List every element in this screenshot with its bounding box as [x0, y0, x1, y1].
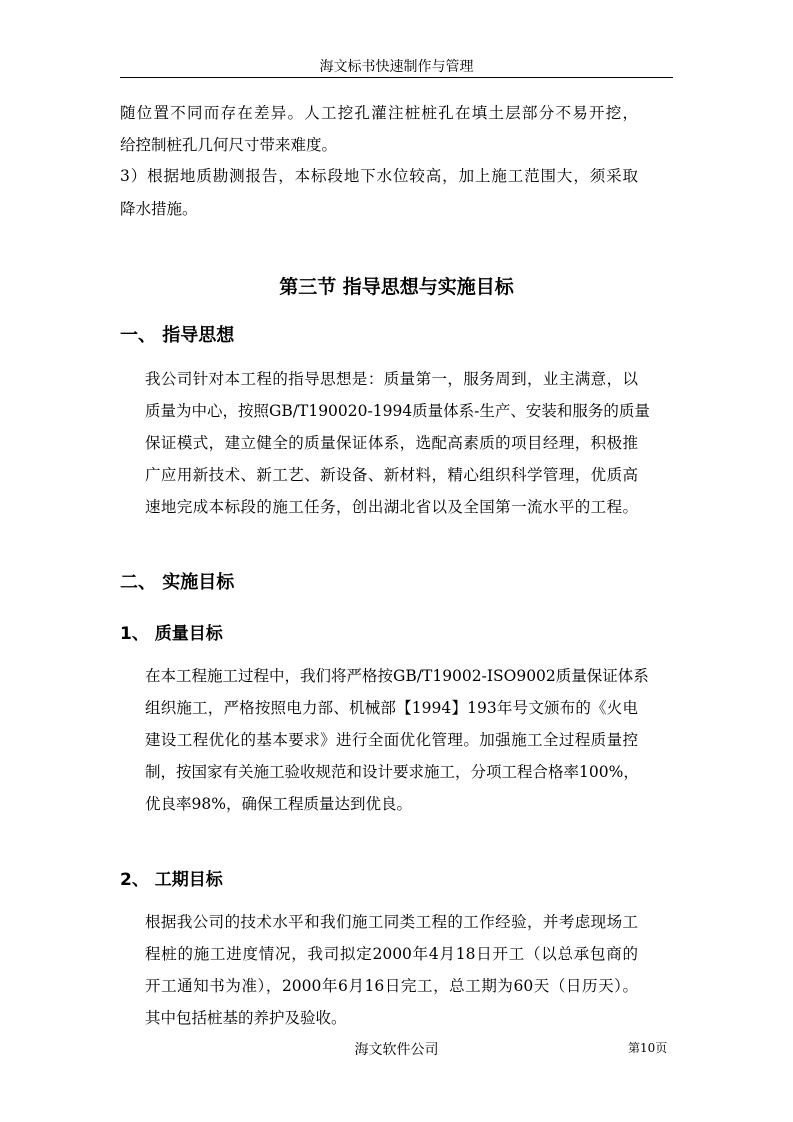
- paragraph-line: 开工通知书为准），2000年6月16日完工，总工期为60天（日历天）。: [145, 977, 638, 995]
- paragraph-line: 3）根据地质勘测报告，本标段地下水位较高，加上施工范围大，须采取: [120, 167, 638, 185]
- paragraph-line: 其中包括桩基的养护及验收。: [145, 1009, 347, 1027]
- footer-company: 海文软件公司: [354, 1042, 439, 1058]
- paragraph-line: 优良率98%，确保工程质量达到优良。: [145, 795, 412, 813]
- paragraph-line: 随位置不同而存在差异。人工挖孔灌注桩桩孔在填土层部分不易开挖，: [120, 104, 638, 122]
- page-header-title: 海文标书快速制作与管理: [319, 59, 474, 75]
- paragraph-line: 制，按国家有关施工验收规范和设计要求施工，分项工程合格率100%，: [145, 763, 639, 781]
- paragraph-line: 根据我公司的技术水平和我们施工同类工程的工作经验，并考虑现场工: [145, 913, 638, 931]
- page-number: 第10页: [628, 1041, 668, 1055]
- header-rule: [120, 77, 673, 78]
- paragraph-line: 程桩的施工进度情况，我司拟定2000年4月18日开工（以总承包商的: [145, 945, 638, 963]
- paragraph-line: 广应用新技术、新工艺、新设备、新材料，精心组织科学管理，优质高: [145, 466, 638, 484]
- paragraph-line: 给控制桩孔几何尺寸带来难度。: [120, 136, 338, 154]
- heading-quality-goal: 1、 质量目标: [120, 624, 223, 644]
- paragraph-line: 速地完成本标段的施工任务，创出湖北省以及全国第一流水平的工程。: [145, 498, 638, 516]
- heading-schedule-goal: 2、 工期目标: [120, 870, 223, 890]
- heading-guiding-ideology: 一、 指导思想: [120, 325, 235, 346]
- paragraph-line: 在本工程施工过程中，我们将严格按GB/T19002-ISO9002质量保证体系: [145, 667, 649, 685]
- heading-implementation-goals: 二、 实施目标: [120, 572, 235, 593]
- paragraph-line: 我公司针对本工程的指导思想是：质量第一，服务周到，业主满意，以: [145, 370, 638, 388]
- paragraph-line: 质量为中心，按照GB/T190020-1994质量体系-生产、安装和服务的质量: [145, 402, 650, 420]
- section-title: 第三节 指导思想与实施目标: [279, 276, 514, 298]
- paragraph-line: 组织施工，严格按照电力部、机械部【1994】193年号文颁布的《火电: [145, 699, 638, 717]
- paragraph-line: 建设工程优化的基本要求》进行全面优化管理。加强施工全过程质量控: [145, 731, 638, 749]
- paragraph-line: 降水措施。: [120, 200, 198, 218]
- paragraph-line: 保证模式，建立健全的质量保证体系，选配高素质的项目经理，积极推: [145, 434, 638, 452]
